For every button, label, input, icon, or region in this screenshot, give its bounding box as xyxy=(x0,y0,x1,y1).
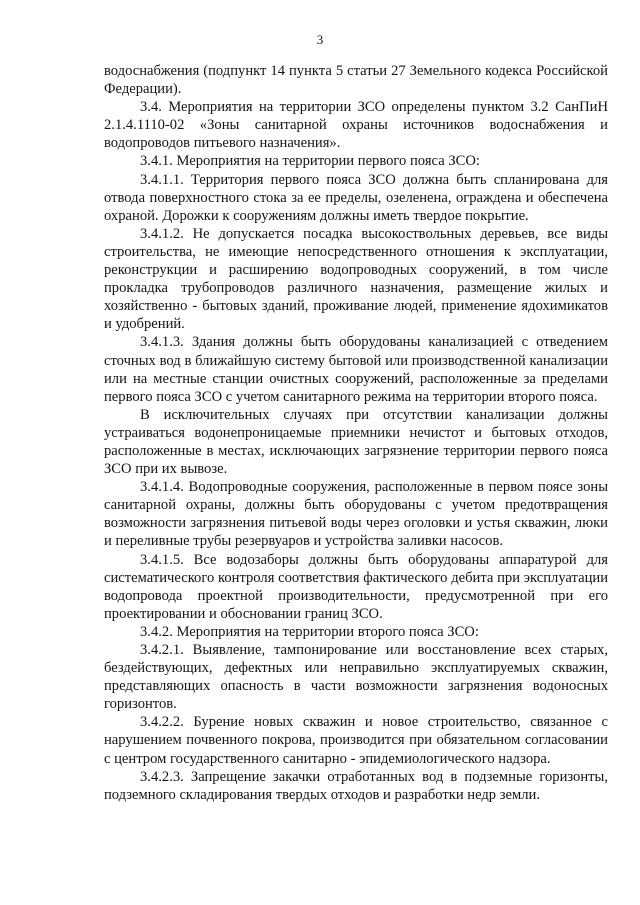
paragraph-3-4-1-5: 3.4.1.5. Все водозаборы должны быть оборудованы аппаратурой для систематического контроля соответствия фактического дебита при эксплуатации водопровода проектной производительности, предусмотренной при его проектировании и обосновании границ ЗСО. xyxy=(104,551,608,622)
paragraph-3-4-2-1: 3.4.2.1. Выявление, тампонирование или восстановление всех старых, бездействующих, дефектных или неправильно эксплуатируемых скважин, представляющих опасность в части возможности загрязнения водоносных горизонтов. xyxy=(104,642,608,713)
paragraph-3-4: 3.4. Мероприятия на территории ЗСО определены пунктом 3.2 СанПиН 2.1.4.1110-02 «Зоны санитарной охраны источников водоснабжения и водопроводов питьевого назначения». xyxy=(104,99,608,152)
document-body xyxy=(104,62,608,804)
paragraph-continuation: водоснабжения (подпункт 14 пункта 5 статьи 27 Земельного кодекса Российской Федерации). xyxy=(104,63,608,98)
paragraph-3-4-2-3: 3.4.2.3. Запрещение закачки отработанных вод в подземные горизонты, подземного складирования твердых отходов и разработки недр земли. xyxy=(104,768,608,803)
page-number: 3 xyxy=(316,32,324,47)
paragraph-3-4-1-2: 3.4.1.2. Не допускается посадка высокоствольных деревьев, все виды строительства, не имеющие непосредственного отношения к эксплуатации, реконструкции и расширению водопроводных сооружений, в том числе прокладка трубопроводов различного назначения, размещение жилых и хозяйственно - бытовых зданий, проживание людей, применение ядохимикатов и удобрений. xyxy=(104,225,608,333)
paragraph-exceptional-cases: В исключительных случаях при отсутствии канализации должны устраиваться водонепроницаемые приемники нечистот и бытовых отходов, расположенные в местах, исключающих загрязнение территории первого пояса ЗСО при их вывозе. xyxy=(104,406,608,478)
paragraph-3-4-2: 3.4.2. Мероприятия на территории второго пояса ЗСО: xyxy=(140,623,479,640)
paragraph-3-4-2-2: 3.4.2.2. Бурение новых скважин и новое строительство, связанное с нарушением почвенного покрова, производится при обязательном согласовании с центром государственного санитарно - эпидемиологического надзора. xyxy=(104,714,608,767)
paragraph-3-4-1-1: 3.4.1.1. Территория первого пояса ЗСО должна быть спланирована для отвода поверхностного стока за ее пределы, озеленена, ограждена и обеспечена охраной. Дорожки к сооружениям должны иметь твердое покрытие. xyxy=(104,171,608,224)
paragraph-3-4-1-3: 3.4.1.3. Здания должны быть оборудованы канализацией с отведением сточных вод в ближайшую систему бытовой или производственной канализации или на местные станции очистных сооружений, расположенные за пределами первого пояса ЗСО с учетом санитарного режима на территории второго пояса. xyxy=(104,334,608,405)
paragraph-3-4-1-4: 3.4.1.4. Водопроводные сооружения, расположенные в первом поясе зоны санитарной охраны, должны быть оборудованы с учетом предотвращения возможности загрязнения питьевой воды через оголовки и устья скважин, люки и переливные трубы резервуаров и устройства заливки насосов. xyxy=(104,479,608,550)
paragraph-3-4-1: 3.4.1. Мероприятия на территории первого пояса ЗСО: xyxy=(140,153,480,170)
